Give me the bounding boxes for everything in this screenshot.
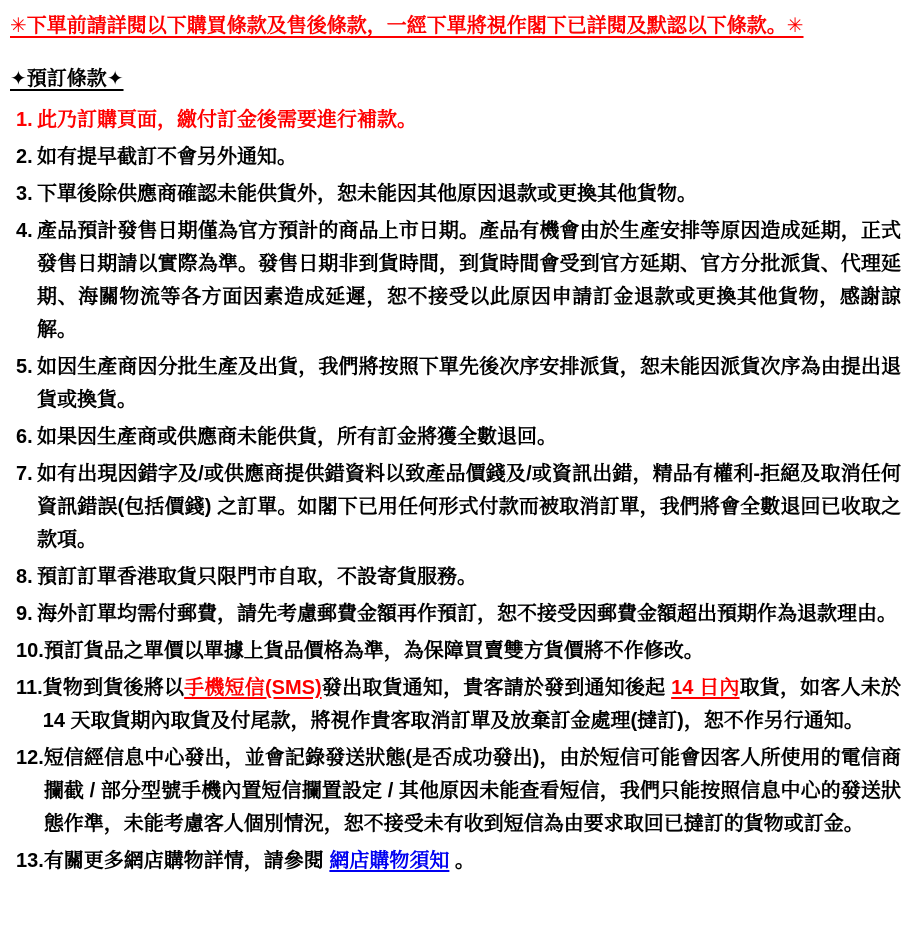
term-segment: 預訂貨品之單價以單據上貨品價格為準，為保障買賣雙方貨價將不作修改。 [43, 640, 704, 662]
term-item-12 [10, 742, 901, 841]
term-number: 7. [16, 463, 33, 485]
term-segment: 有關更多網店購物詳情，請參閱 [43, 850, 330, 872]
term-text [37, 561, 901, 594]
term-text [44, 845, 901, 878]
term-segment: 短信經信息中心發出，並會記錄發送狀態(是否成功發出)，由於短信可能會因客人所使用的電信商攔截 / 部分型號手機內置短信攔置設定 / 其他原因未能查看短信，我們只能按照信息中心的發送狀態作準，未能考慮客人個別情況，恕不接受未有收到短信為由要求取回已撻訂的貨物或訂金。 [43, 747, 901, 835]
term-number: 3. [16, 183, 33, 205]
term-number: 13. [16, 850, 44, 872]
term-text [44, 635, 901, 668]
term-segment: 。 [449, 850, 475, 872]
term-segment: 產品預計發售日期僅為官方預計的商品上市日期。產品有機會由於生產安排等原因造成延期，正式發售日期請以實際為準。發售日期非到貨時間，到貨時間會受到官方延期、官方分批派貨、代理延期、海關物流等各方面因素造成延遲，恕不接受以此原因申請訂金退款或更換其他貨物，感謝諒解。 [37, 220, 901, 341]
term-number: 8. [16, 566, 33, 588]
term-number: 5. [16, 356, 33, 378]
term-number: 12. [16, 747, 44, 769]
term-item-5 [10, 351, 901, 417]
term-number: 4. [16, 220, 33, 242]
term-text [43, 672, 901, 738]
preorder-terms-section-title: ✦預訂條款✦ [10, 68, 124, 90]
term-item-10 [10, 635, 901, 668]
term-item-3 [10, 178, 901, 211]
term-item-1 [10, 104, 901, 137]
term-text [37, 458, 901, 557]
red-underline-emphasis: 14 日內 [671, 677, 740, 699]
term-item-4 [10, 215, 901, 347]
term-segment: 貨物到貨後將以 [42, 677, 185, 699]
term-text [37, 104, 901, 137]
term-item-13 [10, 845, 901, 878]
term-segment: 預訂訂單香港取貨只限門市自取，不設寄貨服務。 [37, 566, 477, 588]
term-number: 9. [16, 603, 33, 625]
term-item-2 [10, 141, 901, 174]
term-segment: 如因生產商因分批生產及出貨，我們將按照下單先後次序安排派貨，恕未能因派貨次序為由提出退貨或換貨。 [37, 356, 901, 411]
term-number: 1. [16, 109, 33, 131]
term-number: 2. [16, 146, 33, 168]
terms-list [10, 104, 901, 878]
term-segment: 如果因生產商或供應商未能供貨，所有訂金將獲全數退回。 [37, 426, 557, 448]
term-text [44, 742, 901, 841]
term-number: 11. [16, 677, 43, 699]
term-text [37, 141, 901, 174]
term-item-6 [10, 421, 901, 454]
term-text [37, 351, 901, 417]
term-segment: 取貨，如客人未於 14 天取貨期內取貨及付尾款，將視作貴客取消訂單及放棄訂金處理(撻訂)，恕不作另行通知。 [42, 677, 902, 732]
term-text [37, 215, 901, 347]
term-segment: 如有提早截訂不會另外通知。 [37, 146, 297, 168]
store-shopping-notice-link[interactable]: 網店購物須知 [329, 850, 450, 872]
term-item-9 [10, 598, 901, 631]
term-segment: 海外訂單均需付郵費，請先考慮郵費金額再作預訂，恕不接受因郵費金額超出預期作為退款理由。 [37, 603, 897, 625]
term-text [37, 178, 901, 211]
red-emphasis-text: 此乃訂購頁面，繳付訂金後需要進行補款。 [37, 109, 417, 131]
red-underline-emphasis: 手機短信(SMS) [184, 677, 322, 699]
term-number: 6. [16, 426, 33, 448]
term-item-8 [10, 561, 901, 594]
term-segment: 發出取貨通知，貴客請於發到通知後起 [321, 677, 672, 699]
term-text [37, 598, 901, 631]
term-segment: 如有出現因錯字及/或供應商提供錯資料以致產品價錢及/或資訊出錯，精品有權利-拒絕及取消任何資訊錯誤(包括價錢) 之訂單。如閣下已用任何形式付款而被取消訂單，我們將會全數退回已收取之款項。 [37, 463, 901, 551]
purchase-terms-warning-header: ✳下單前請詳閱以下購買條款及售後條款，一經下單將視作閣下已詳閱及默認以下條款。✳ [10, 15, 804, 37]
term-segment: 下單後除供應商確認未能供貨外，恕未能因其他原因退款或更換其他貨物。 [37, 183, 697, 205]
term-item-11 [10, 672, 901, 738]
term-number: 10. [16, 640, 44, 662]
term-text [37, 421, 901, 454]
term-item-7 [10, 458, 901, 557]
